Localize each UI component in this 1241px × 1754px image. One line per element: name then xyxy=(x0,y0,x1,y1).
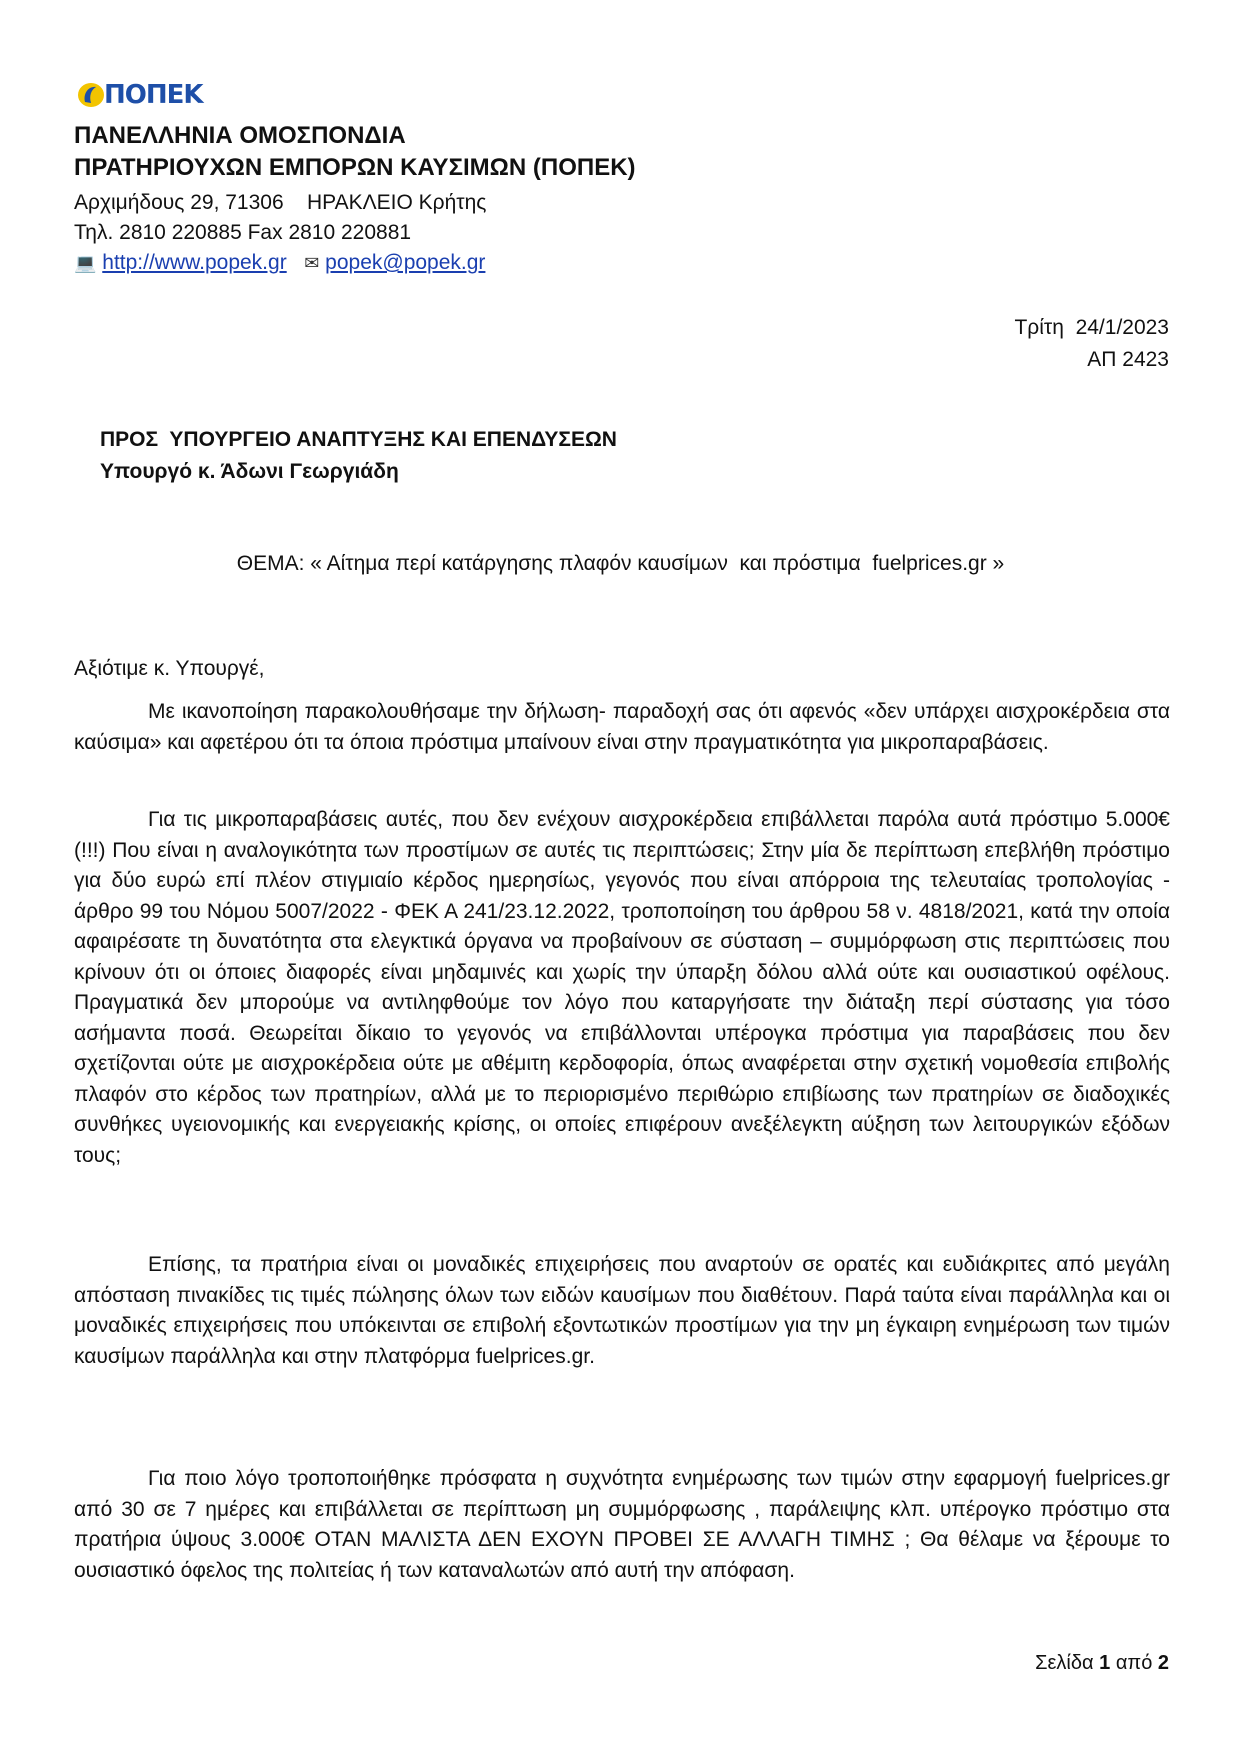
popek-logo xyxy=(76,78,203,112)
email-link[interactable]: popek@popek.gr xyxy=(325,251,486,274)
organization-name xyxy=(74,120,636,184)
recipient-minister: Υπουργό κ. Άδωνι Γεωργιάδη xyxy=(100,460,399,483)
page-number xyxy=(1035,1652,1169,1675)
date-block xyxy=(1014,312,1169,376)
paragraph-4-block xyxy=(74,1464,1170,1586)
page-prefix: Σελίδα xyxy=(1035,1652,1094,1674)
paragraph: Επίσης, τα πρατήρια είναι οι μοναδικές επιχειρήσεις που αναρτούν σε ορατές και ευδιάκριτες από μεγάλη απόσταση πινακίδες τις τιμές πώλησης όλων των ειδών καυσίμων που διαθέτουν. Παρά ταύτα είναι παράλληλα και οι μοναδικές επιχειρήσεις που υπόκεινται σε επιβολή εξοντωτικών προστίμων για την μη έγκαιρη ενημέρωση των τιμών καυσίμων παράλληλα και στην πλατφόρμα fuelprices.gr. xyxy=(74,1253,1170,1368)
page-total: 2 xyxy=(1157,1652,1169,1674)
contact-block xyxy=(74,188,486,279)
page-of: από xyxy=(1115,1652,1153,1674)
recipient-ministry: ΠΡΟΣ ΥΠΟΥΡΓΕΙΟ ΑΝΑΠΤΥΞΗΣ ΚΑΙ ΕΠΕΝΔΥΣΕΩΝ xyxy=(100,428,617,451)
logo-text: ΠΟΠΕΚ xyxy=(104,80,203,110)
org-line-1: ΠΑΝΕΛΛΗΝΙΑ ΟΜΟΣΠΟΝΔΙΑ xyxy=(74,122,406,149)
page-current: 1 xyxy=(1099,1652,1111,1674)
website-link[interactable]: http://www.popek.gr xyxy=(102,251,287,274)
greeting: Αξιότιμε κ. Υπουργέ, xyxy=(74,657,265,680)
paragraph: Με ικανοποίηση παρακολουθήσαμε την δήλωση- παραδοχή σας ότι αφενός «δεν υπάρχει αισχροκέρδεια στα καύσιμα» και αφετέρου ότι τα όποια πρόστιμα μπαίνουν είναι στην πραγματικότητα για μικροπαραβάσεις. xyxy=(74,700,1170,754)
web-email-line xyxy=(74,248,486,279)
address: Αρχιμήδους 29, 71306 ΗΡΑΚΛΕΙΟ Κρήτης xyxy=(74,191,487,214)
paragraph-1-block xyxy=(74,697,1170,758)
paragraph-3-block xyxy=(74,1250,1170,1372)
protocol-number: ΑΠ 2423 xyxy=(1087,348,1169,371)
org-line-2: ΠΡΑΤΗΡΙΟΥΧΩΝ ΕΜΠΟΡΩΝ ΚΑΥΣΙΜΩΝ (ΠΟΠΕΚ) xyxy=(74,154,636,181)
phone-fax: Τηλ. 2810 220885 Fax 2810 220881 xyxy=(74,221,412,244)
paragraph: Για ποιο λόγο τροποποιήθηκε πρόσφατα η συχνότητα ενημέρωσης των τιμών στην εφαρμογή fuelprices.gr από 30 σε 7 ημέρες και επιβάλλεται σε περίπτωση μη συμμόρφωσης , παράλειψης κλπ. υπέρογκο πρόστιμο στα πρατήρια ύψους 3.000€ ΟΤΑΝ ΜΑΛΙΣΤΑ ΔΕΝ ΕΧΟΥΝ ΠΡΟΒΕΙ ΣΕ ΑΛΛΑΓΗ ΤΙΜΗΣ ; Θα θέλαμε να ξέρουμε το ουσιαστικό όφελος της πολιτείας ή των καταναλωτών από αυτή την απόφαση. xyxy=(74,1467,1170,1582)
logo-mark-icon xyxy=(76,80,106,110)
subject-line: ΘΕΜΑ: « Αίτημα περί κατάργησης πλαφόν καυσίμων και πρόστιμα fuelprices.gr » xyxy=(236,552,1005,575)
computer-icon: 💻 xyxy=(74,253,97,274)
paragraph: Για τις μικροπαραβάσεις αυτές, που δεν ενέχουν αισχροκέρδεια επιβάλλεται παρόλα αυτά πρόστιμο 5.000€ (!!!) Που είναι η αναλογικότητα των προστίμων σε αυτές τις περιπτώσεις; Στην μία δε περίπτωση επεβλήθη πρόστιμο για δύο ευρώ επί πλέον στιγμιαίο κέρδος ημερησίως, γεγονός που είναι απόρροια της τελευταίας τροπολογίας - άρθρο 99 του Νόμου 5007/2022 - ΦΕΚ Α 241/23.12.2022, τροποποίηση του άρθρου 58 ν. 4818/2021, κατά την οποία αφαιρέσατε τη δυνατότητα στα ελεγκτικά όργανα να προβαίνουν σε σύσταση – συμμόρφωση στις περιπτώσεις που κρίνουν ότι οι όποιες διαφορές είναι μηδαμινές και χωρίς την ύπαρξη δόλου αλλά ούτε και ουσιαστικού οφέλους. Πραγματικά δεν μπορούμε να αντιληφθούμε τον λόγο που καταργήσατε την διάταξη περί σύστασης για τόσο ασήμαντα ποσά. Θεωρείται δίκαιο το γεγονός να επιβάλλονται υπέρογκα πρόστιμα για παραβάσεις που δεν σχετίζονται ούτε με αισχροκέρδεια ούτε με αθέμιτη κερδοφορία, όπως αναφέρεται στην σχετική νομοθεσία επιβολής πλαφόν στο κέρδος των πρατηρίων, αλλά με το περιορισμένο περιθώριο επιβίωσης των πρατηρίων σε διαδοχικές συνθήκες υγειονομικής και ενεργειακής κρίσης, οι οποίες επιφέρουν ανεξέλεγκτη αύξηση των λειτουργικών εξόδων τους; xyxy=(74,808,1170,1167)
mail-icon: ✉ xyxy=(304,253,320,274)
paragraph-2-block xyxy=(74,805,1170,1171)
date: Τρίτη 24/1/2023 xyxy=(1014,316,1169,339)
recipient-block xyxy=(100,424,617,488)
